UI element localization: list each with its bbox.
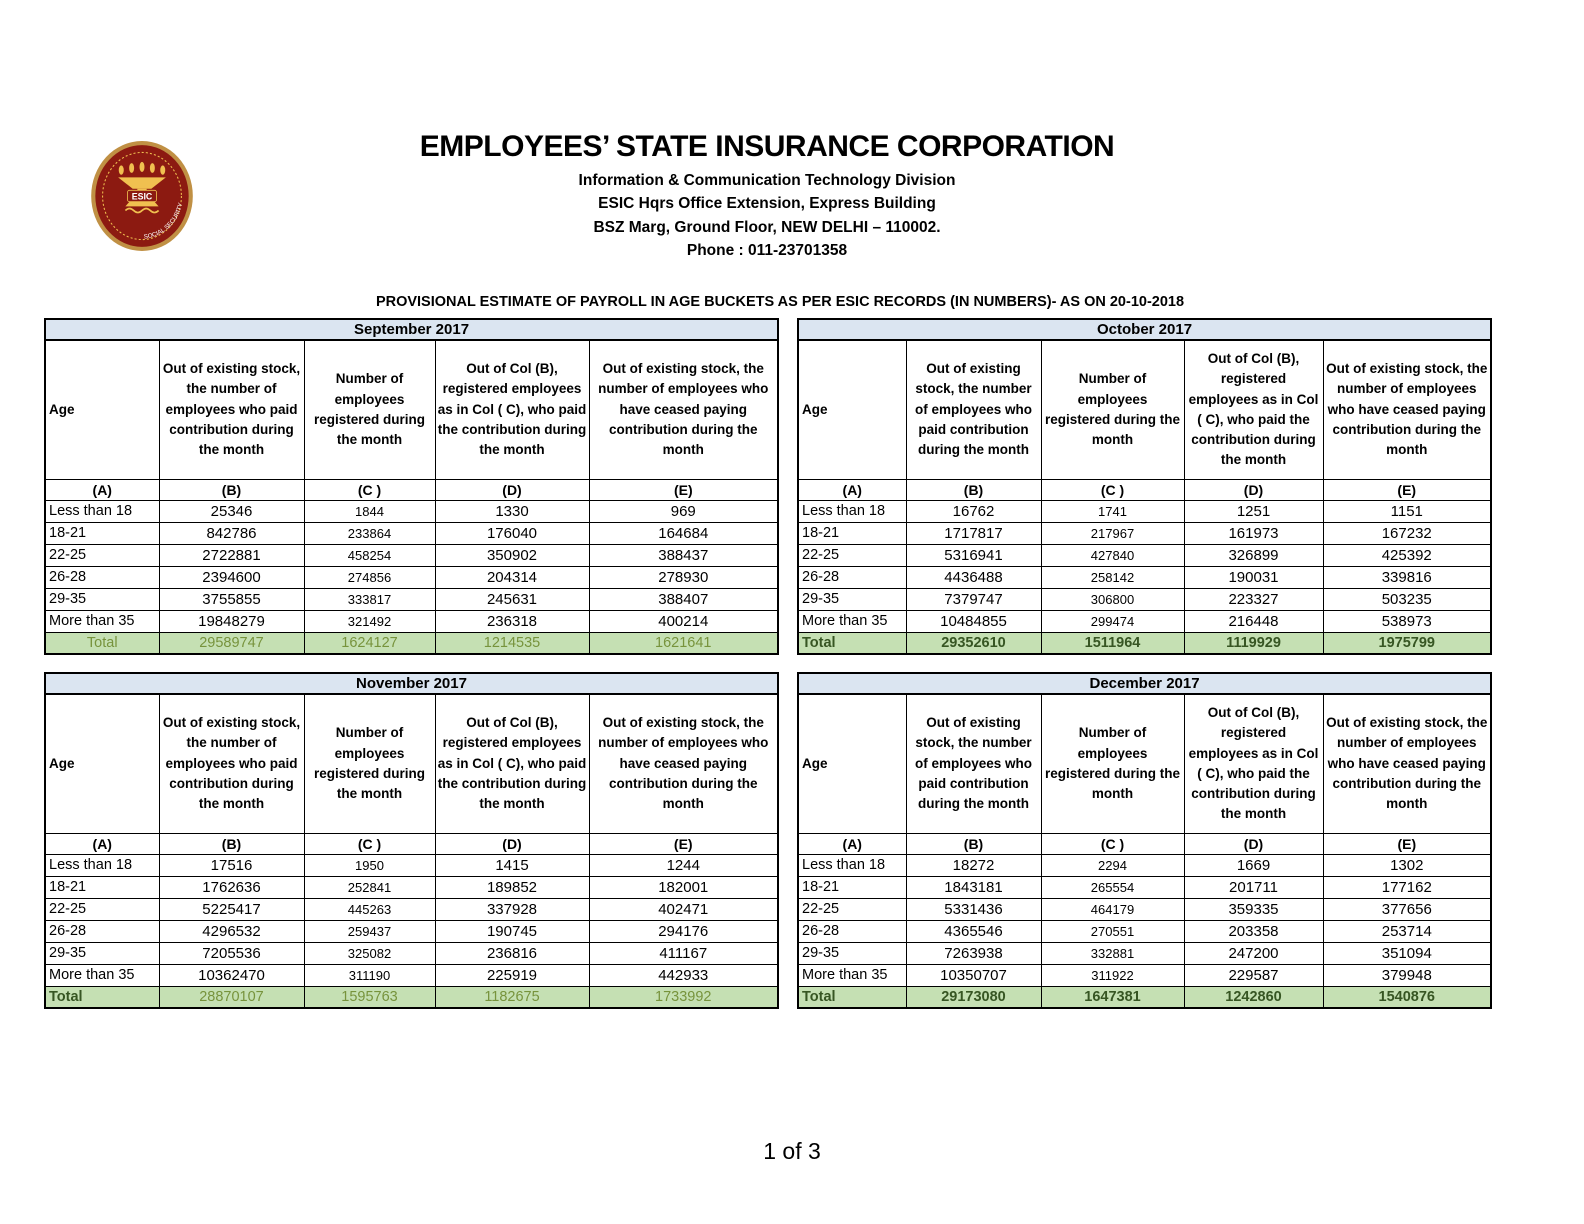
value-cell: 265554 [1041,876,1184,898]
value-cell: 351094 [1323,942,1491,964]
table-row [798,942,1491,964]
value-cell: 253714 [1323,920,1491,942]
age-cell: Less than 18 [798,854,906,876]
month-table-december [797,672,1492,1009]
age-cell: More than 35 [45,610,159,632]
value-cell: 1843181 [906,876,1041,898]
month-header: October 2017 [798,319,1491,340]
value-cell: 4365546 [906,920,1041,942]
age-cell: 18-21 [45,522,159,544]
total-value: 1182675 [435,986,589,1008]
value-cell: 388437 [589,544,778,566]
value-cell: 325082 [304,942,435,964]
age-cell: 26-28 [798,566,906,588]
age-cell: 29-35 [45,942,159,964]
value-cell: 1415 [435,854,589,876]
table-row [798,544,1491,566]
total-label: Total [45,632,159,654]
table-row [798,898,1491,920]
value-cell: 333817 [304,588,435,610]
value-cell: 274856 [304,566,435,588]
column-header-d: Out of Col (B), registered employees as in Col ( C), who paid the contribution during the month [435,340,589,479]
value-cell: 16762 [906,500,1041,522]
value-cell: 1950 [304,854,435,876]
table-row [45,522,778,544]
table-row [798,610,1491,632]
value-cell: 7379747 [906,588,1041,610]
column-letter: (A) [798,833,906,854]
age-cell: 29-35 [798,942,906,964]
total-row [45,632,778,654]
column-letter: (C ) [1041,833,1184,854]
value-cell: 538973 [1323,610,1491,632]
value-cell: 17516 [159,854,304,876]
value-cell: 359335 [1184,898,1323,920]
age-cell: 26-28 [45,566,159,588]
value-cell: 270551 [1041,920,1184,942]
value-cell: 10350707 [906,964,1041,986]
value-cell: 321492 [304,610,435,632]
total-value: 1242860 [1184,986,1323,1008]
value-cell: 189852 [435,876,589,898]
value-cell: 332881 [1041,942,1184,964]
age-cell: 22-25 [798,898,906,920]
value-cell: 2722881 [159,544,304,566]
value-cell: 458254 [304,544,435,566]
column-letter: (E) [1323,833,1491,854]
value-cell: 25346 [159,500,304,522]
column-letter: (E) [589,833,778,854]
table-row [798,854,1491,876]
value-cell: 7263938 [906,942,1041,964]
column-header-e: Out of existing stock, the number of employees who have ceased paying contribution during the month [589,340,778,479]
value-cell: 203358 [1184,920,1323,942]
total-value: 1119929 [1184,632,1323,654]
value-cell: 190745 [435,920,589,942]
value-cell: 164684 [589,522,778,544]
age-cell: More than 35 [45,964,159,986]
column-header-c: Number of employees registered during the month [1041,694,1184,833]
value-cell: 10484855 [906,610,1041,632]
total-value: 1624127 [304,632,435,654]
value-cell: 204314 [435,566,589,588]
column-letter: (B) [159,479,304,500]
column-header-b: Out of existing stock, the number of employees who paid contribution during the month [906,340,1041,479]
age-cell: 29-35 [45,588,159,610]
value-cell: 1302 [1323,854,1491,876]
age-cell: More than 35 [798,610,906,632]
column-header-c: Number of employees registered during the month [304,694,435,833]
subtitle-address: BSZ Marg, Ground Floor, NEW DELHI – 110002. [593,219,941,236]
page-title: EMPLOYEES’ STATE INSURANCE CORPORATION [419,130,1115,163]
value-cell: 503235 [1323,588,1491,610]
value-cell: 3755855 [159,588,304,610]
table-row [798,920,1491,942]
column-header-c: Number of employees registered during the month [1041,340,1184,479]
age-cell: 26-28 [45,920,159,942]
column-letter: (A) [45,479,159,500]
total-value: 29352610 [906,632,1041,654]
month-header: December 2017 [798,673,1491,694]
age-cell: More than 35 [798,964,906,986]
total-value: 1621641 [589,632,778,654]
total-value: 29173080 [906,986,1041,1008]
table-row [45,898,778,920]
subtitle-division: Information & Communication Technology Division [578,172,956,189]
table-row [45,610,778,632]
value-cell: 1330 [435,500,589,522]
total-row [798,632,1491,654]
table-row [798,500,1491,522]
table-row [45,500,778,522]
column-letter: (D) [1184,833,1323,854]
table-row [798,566,1491,588]
value-cell: 402471 [589,898,778,920]
age-cell: 18-21 [798,876,906,898]
month-table-october [797,318,1492,655]
value-cell: 247200 [1184,942,1323,964]
value-cell: 337928 [435,898,589,920]
age-cell: 26-28 [798,920,906,942]
value-cell: 7205536 [159,942,304,964]
value-cell: 161973 [1184,522,1323,544]
column-letter: (B) [159,833,304,854]
age-column-header: Age [798,694,906,833]
column-letter: (B) [906,833,1041,854]
column-header-d: Out of Col (B), registered employees as in Col ( C), who paid the contribution during the month [1184,340,1323,479]
value-cell: 445263 [304,898,435,920]
column-letter: (C ) [1041,479,1184,500]
value-cell: 229587 [1184,964,1323,986]
column-letter: (E) [589,479,778,500]
total-label: Total [45,986,159,1008]
column-letter: (A) [45,833,159,854]
value-cell: 233864 [304,522,435,544]
age-cell: 22-25 [45,544,159,566]
table-row [45,588,778,610]
column-header-b: Out of existing stock, the number of employees who paid contribution during the month [906,694,1041,833]
month-table-november [44,672,779,1009]
column-header-e: Out of existing stock, the number of employees who have ceased paying contribution during the month [589,694,778,833]
age-cell: 18-21 [45,876,159,898]
value-cell: 1251 [1184,500,1323,522]
column-letter: (E) [1323,479,1491,500]
age-cell: Less than 18 [798,500,906,522]
age-cell: 18-21 [798,522,906,544]
value-cell: 400214 [589,610,778,632]
table-row [798,964,1491,986]
value-cell: 177162 [1323,876,1491,898]
total-value: 28870107 [159,986,304,1008]
table-row [45,942,778,964]
value-cell: 201711 [1184,876,1323,898]
column-letter: (B) [906,479,1041,500]
column-letter: (D) [435,479,589,500]
total-value: 1540876 [1323,986,1491,1008]
value-cell: 236318 [435,610,589,632]
total-row [798,986,1491,1008]
value-cell: 311190 [304,964,435,986]
age-cell: Less than 18 [45,854,159,876]
total-label: Total [798,632,906,654]
value-cell: 464179 [1041,898,1184,920]
value-cell: 225919 [435,964,589,986]
column-header-e: Out of existing stock, the number of employees who have ceased paying contribution during the month [1323,694,1491,833]
value-cell: 176040 [435,522,589,544]
column-header-b: Out of existing stock, the number of employees who paid contribution during the month [159,694,304,833]
age-column-header: Age [45,340,159,479]
value-cell: 379948 [1323,964,1491,986]
age-column-header: Age [798,340,906,479]
value-cell: 411167 [589,942,778,964]
column-letter: (D) [1184,479,1323,500]
value-cell: 10362470 [159,964,304,986]
value-cell: 299474 [1041,610,1184,632]
table-row [45,964,778,986]
value-cell: 167232 [1323,522,1491,544]
value-cell: 377656 [1323,898,1491,920]
column-header-c: Number of employees registered during the month [304,340,435,479]
total-value: 1511964 [1041,632,1184,654]
value-cell: 2394600 [159,566,304,588]
total-value: 29589747 [159,632,304,654]
age-cell: 29-35 [798,588,906,610]
total-value: 1647381 [1041,986,1184,1008]
value-cell: 339816 [1323,566,1491,588]
value-cell: 1741 [1041,500,1184,522]
value-cell: 5225417 [159,898,304,920]
column-letter: (C ) [304,833,435,854]
value-cell: 350902 [435,544,589,566]
total-value: 1214535 [435,632,589,654]
month-header: September 2017 [45,319,778,340]
table-row [45,544,778,566]
age-cell: 22-25 [45,898,159,920]
value-cell: 306800 [1041,588,1184,610]
column-header-b: Out of existing stock, the number of employees who paid contribution during the month [159,340,304,479]
value-cell: 1717817 [906,522,1041,544]
value-cell: 311922 [1041,964,1184,986]
value-cell: 425392 [1323,544,1491,566]
age-column-header: Age [45,694,159,833]
value-cell: 236816 [435,942,589,964]
value-cell: 5316941 [906,544,1041,566]
value-cell: 1244 [589,854,778,876]
table-row [45,876,778,898]
value-cell: 427840 [1041,544,1184,566]
subtitle-office: ESIC Hqrs Office Extension, Express Building [598,195,936,212]
value-cell: 223327 [1184,588,1323,610]
report-heading: PROVISIONAL ESTIMATE OF PAYROLL IN AGE BUCKETS AS PER ESIC RECORDS (IN NUMBERS)- AS ON 20-10-2018 [375,294,1185,310]
table-row [798,876,1491,898]
column-letter: (C ) [304,479,435,500]
value-cell: 278930 [589,566,778,588]
value-cell: 1669 [1184,854,1323,876]
column-letter: (D) [435,833,589,854]
value-cell: 190031 [1184,566,1323,588]
total-row [45,986,778,1008]
value-cell: 326899 [1184,544,1323,566]
age-cell: 22-25 [798,544,906,566]
value-cell: 4296532 [159,920,304,942]
value-cell: 442933 [589,964,778,986]
value-cell: 1762636 [159,876,304,898]
value-cell: 252841 [304,876,435,898]
value-cell: 1151 [1323,500,1491,522]
total-label: Total [798,986,906,1008]
value-cell: 5331436 [906,898,1041,920]
logo-esic-text: ESIC [131,191,153,202]
table-row [798,588,1491,610]
value-cell: 258142 [1041,566,1184,588]
value-cell: 294176 [589,920,778,942]
value-cell: 4436488 [906,566,1041,588]
month-header: November 2017 [45,673,778,694]
month-table-september [44,318,779,655]
value-cell: 19848279 [159,610,304,632]
value-cell: 18272 [906,854,1041,876]
value-cell: 245631 [435,588,589,610]
value-cell: 842786 [159,522,304,544]
value-cell: 216448 [1184,610,1323,632]
column-header-d: Out of Col (B), registered employees as in Col ( C), who paid the contribution during the month [435,694,589,833]
total-value: 1595763 [304,986,435,1008]
value-cell: 969 [589,500,778,522]
column-header-e: Out of existing stock, the number of employees who have ceased paying contribution during the month [1323,340,1491,479]
logo-arc-text: SOCIAL SECURITY [143,202,185,241]
page-number: 1 of 3 [763,1138,821,1164]
table-row [45,566,778,588]
value-cell: 388407 [589,588,778,610]
table-row [798,522,1491,544]
total-value: 1733992 [589,986,778,1008]
value-cell: 217967 [1041,522,1184,544]
value-cell: 1844 [304,500,435,522]
table-row [45,920,778,942]
column-letter: (A) [798,479,906,500]
total-value: 1975799 [1323,632,1491,654]
age-cell: Less than 18 [45,500,159,522]
value-cell: 2294 [1041,854,1184,876]
value-cell: 259437 [304,920,435,942]
table-row [45,854,778,876]
subtitle-phone: Phone : 011-23701358 [686,242,848,259]
value-cell: 182001 [589,876,778,898]
column-header-d: Out of Col (B), registered employees as in Col ( C), who paid the contribution during the month [1184,694,1323,833]
